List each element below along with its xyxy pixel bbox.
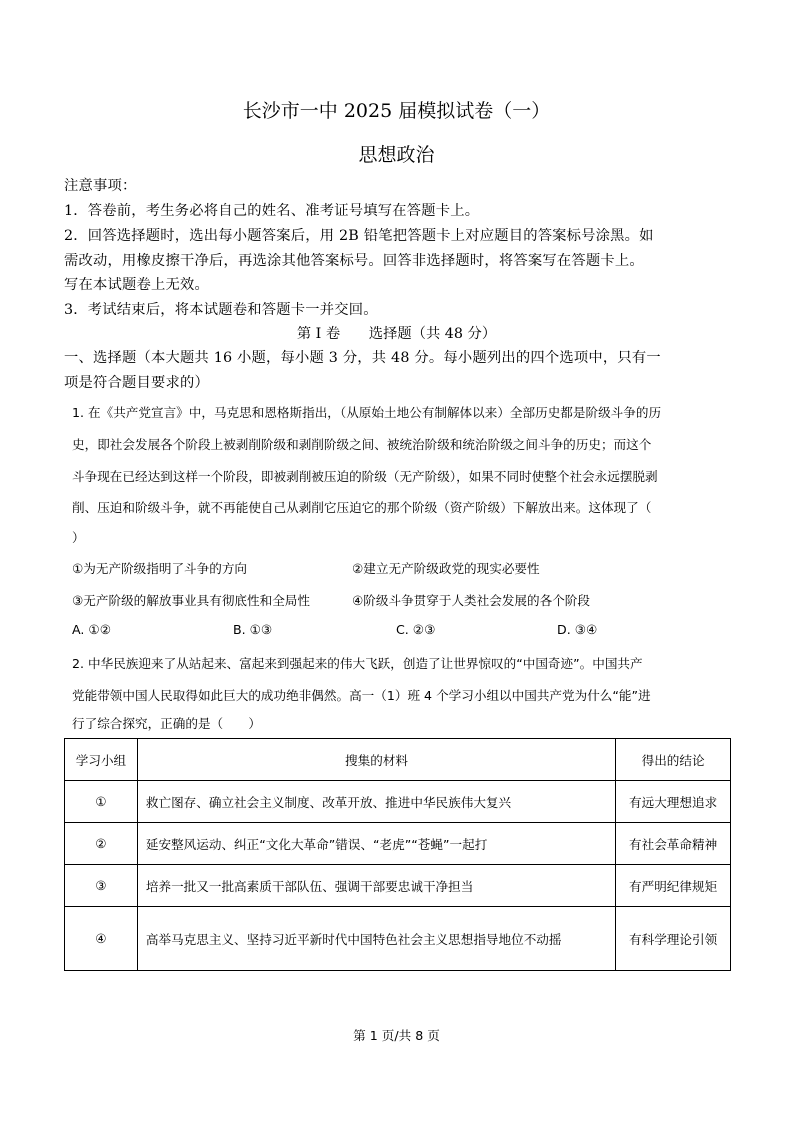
q1-statement-2: ②建立无产阶级政党的现实必要性 (352, 561, 540, 576)
table-cell-conclusion: 有社会革命精神 (616, 823, 731, 865)
q1-stem-line-2: 史，即社会发展各个阶段上被剥削阶级和剥削阶级之间、被统治阶级和统治阶级之间斗争的历史；而这个 (72, 437, 652, 452)
table-cell-group: ① (65, 781, 138, 823)
note-1: 1．答卷前，考生务必将自己的姓名、准考证号填写在答题卡上。 (64, 203, 480, 219)
table-row (65, 781, 731, 823)
q1-statement-3: ③无产阶级的解放事业具有彻底性和全局性 (72, 593, 310, 608)
table-cell-conclusion: 有远大理想追求 (616, 781, 731, 823)
note-2-line-1: 2．回答选择题时，选出每小题答案后，用 2B 铅笔把答题卡上对应题目的答案标号涂黑。如 (64, 228, 654, 244)
table-row (65, 823, 731, 865)
page-footer: 第 1 页/共 8 页 (353, 1028, 440, 1043)
table-cell-material: 延安整风运动、纠正“文化大革命”错误、“老虎”“苍蝇”一起打 (137, 823, 615, 865)
table-cell-material: 高举马克思主义、坚持习近平新时代中国特色社会主义思想指导地位不动摇 (137, 907, 615, 971)
q2-stem-line-3: 行了综合探究，正确的是（ ） (72, 716, 261, 731)
q1-option-c: C. ②③ (396, 622, 436, 637)
table-header-group: 学习小组 (65, 739, 138, 781)
table-cell-material: 救亡图存、确立社会主义制度、改革开放、推进中华民族伟大复兴 (137, 781, 615, 823)
note-2-line-3: 写在本试题卷上无效。 (64, 277, 209, 293)
table-header-material: 搜集的材料 (137, 739, 615, 781)
q1-stem-line-1: 1. 在《共产党宣言》中，马克思和恩格斯指出，（从原始土地公有制解体以来）全部历史都是阶级斗争的历 (72, 405, 662, 420)
q1-stem-line-5: ） (72, 530, 85, 545)
section-title: 第 I 卷 选择题（共 48 分） (296, 326, 497, 342)
q1-stem-line-4: 削、压迫和阶级斗争，就不再能使自己从剥削它压迫它的那个阶级（资产阶级）下解放出来。这体现了（ (72, 500, 652, 515)
q1-option-d: D. ③④ (557, 622, 598, 637)
q2-table (64, 738, 731, 971)
q2-stem-line-1: 2. 中华民族迎来了从站起来、富起来到强起来的伟大飞跃，创造了让世界惊叹的“中国奇迹”。中国共产 (72, 656, 643, 671)
note-3: 3．考试结束后，将本试题卷和答题卡一并交回。 (64, 302, 378, 318)
table-header-conclusion: 得出的结论 (616, 739, 731, 781)
table-cell-group: ③ (65, 865, 138, 907)
section-instruction-line-2: 项是符合题目要求的） (64, 375, 209, 391)
table-row (65, 907, 731, 971)
q1-stem-line-3: 斗争现在已经达到这样一个阶段，即被剥削被压迫的阶级（无产阶级），如果不同时使整个社会永远摆脱剥 (72, 469, 658, 484)
table-header-row (65, 739, 731, 781)
section-instruction-line-1: 一、选择题（本大题共 16 小题，每小题 3 分，共 48 分。每小题列出的四个选项中，只有一 (64, 350, 661, 366)
table-cell-group: ④ (65, 907, 138, 971)
table-cell-group: ② (65, 823, 138, 865)
table-cell-material: 培养一批又一批高素质干部队伍、强调干部要忠诚干净担当 (137, 865, 615, 907)
q1-statement-4: ④阶级斗争贯穿于人类社会发展的各个阶段 (352, 593, 590, 608)
table-row (65, 865, 731, 907)
table-cell-conclusion: 有严明纪律规矩 (616, 865, 731, 907)
q1-statement-1: ①为无产阶级指明了斗争的方向 (72, 561, 248, 576)
note-2-line-2: 需改动，用橡皮擦干净后，再选涂其他答案标号。回答非选择题时，将答案写在答题卡上。 (64, 253, 644, 269)
subject-title: 思想政治 (358, 144, 435, 166)
exam-title: 长沙市一中 2025 届模拟试卷（一） (242, 100, 551, 122)
q1-option-a: A. ①② (72, 622, 111, 637)
q1-option-b: B. ①③ (233, 622, 273, 637)
notes-heading: 注意事项： (64, 178, 137, 194)
q2-stem-line-2: 党能带领中国人民取得如此巨大的成功绝非偶然。高一（1）班 4 个学习小组以中国共产党为什么“能”进 (72, 688, 651, 703)
table-cell-conclusion: 有科学理论引领 (616, 907, 731, 971)
